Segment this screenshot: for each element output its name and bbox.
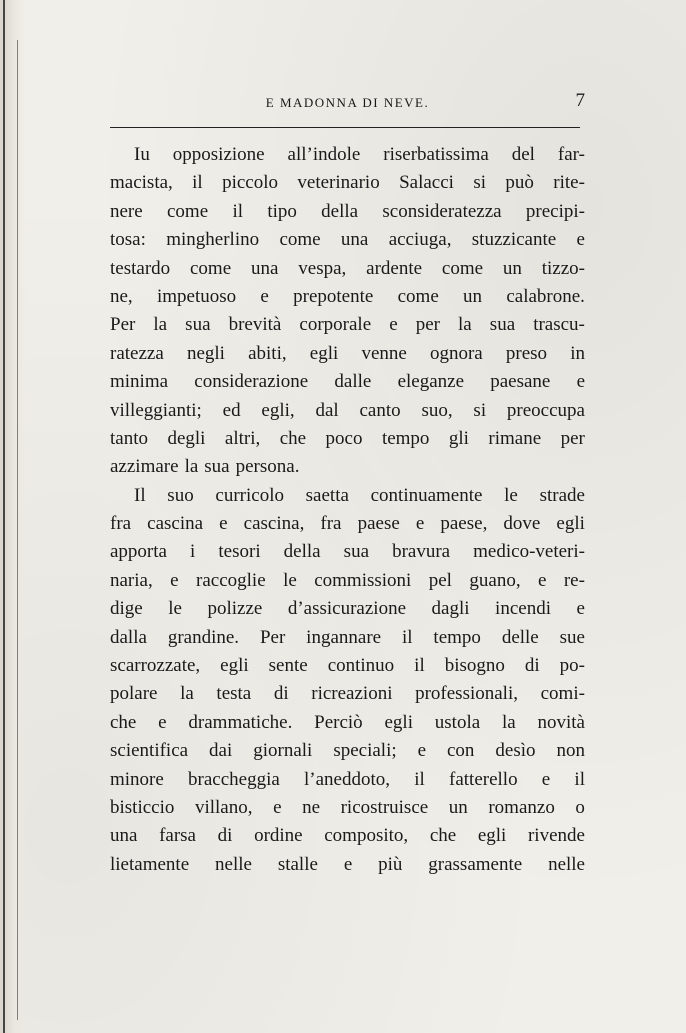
body-text (110, 141, 585, 879)
text-line: nere come il tipo della sconsideratezza precipi- (110, 200, 585, 222)
text-line: ratezza negli abiti, egli venne ognora preso in (110, 342, 585, 364)
binding-shadow-line (17, 40, 18, 1020)
text-line: tanto degli altri, che poco tempo gli rimane per (110, 427, 585, 449)
text-line: ne, impetuoso e prepotente come un calabrone. (110, 285, 585, 307)
text-line: una farsa di ordine composito, che egli rivende (110, 825, 585, 847)
text-line: Il suo curricolo saetta continuamente le strade (134, 484, 585, 506)
binding-edge-line (3, 0, 5, 1033)
text-line: minima considerazione dalle eleganze paesane e (110, 371, 585, 393)
header-rule (110, 127, 580, 128)
text-line: dalla grandine. Per ingannare il tempo delle sue (110, 626, 585, 648)
text-line: villeggianti; ed egli, dal canto suo, si preoccupa (110, 399, 585, 421)
page-binding-edge (0, 0, 26, 1033)
text-line: bisticcio villano, e ne ricostruisce un romanzo o (110, 796, 585, 818)
text-line: fra cascina e cascina, fra paese e paese, dove egli (110, 513, 585, 535)
text-line: naria, e raccoglie le commissioni pel guano, e re- (110, 569, 585, 591)
text-line: tosa: mingherlino come una acciuga, stuzzicante e (110, 229, 585, 251)
text-line: azzimare la sua persona. (110, 456, 300, 478)
text-line: macista, il piccolo veterinario Salacci si può rite- (110, 172, 585, 194)
text-line: lietamente nelle stalle e più grassamente nelle (110, 853, 585, 875)
text-line: scientifica dai giornali speciali; e con desìo non (110, 740, 585, 762)
running-title: E MADONNA DI NEVE. (265, 95, 430, 110)
text-line: polare la testa di ricreazioni professionali, comi- (110, 683, 585, 705)
page-header (110, 92, 585, 114)
text-line: testardo come una vespa, ardente come un tizzo- (110, 257, 585, 279)
text-line: Per la sua brevità corporale e per la sua trascu- (110, 314, 585, 336)
text-line: minore braccheggia l’aneddoto, il fatterello e il (110, 768, 585, 790)
text-line: che e drammatiche. Perciò egli ustola la novità (110, 711, 585, 733)
text-line: apporta i tesori della sua bravura medico-veteri- (110, 541, 585, 563)
text-line: dige le polizze d’assicurazione dagli incendi e (110, 598, 585, 620)
page-number: 7 (575, 90, 585, 111)
text-line: Iu opposizione all’indole riserbatissima del far- (134, 144, 585, 165)
text-line: scarrozzate, egli sente continuo il bisogno di po- (110, 655, 585, 677)
